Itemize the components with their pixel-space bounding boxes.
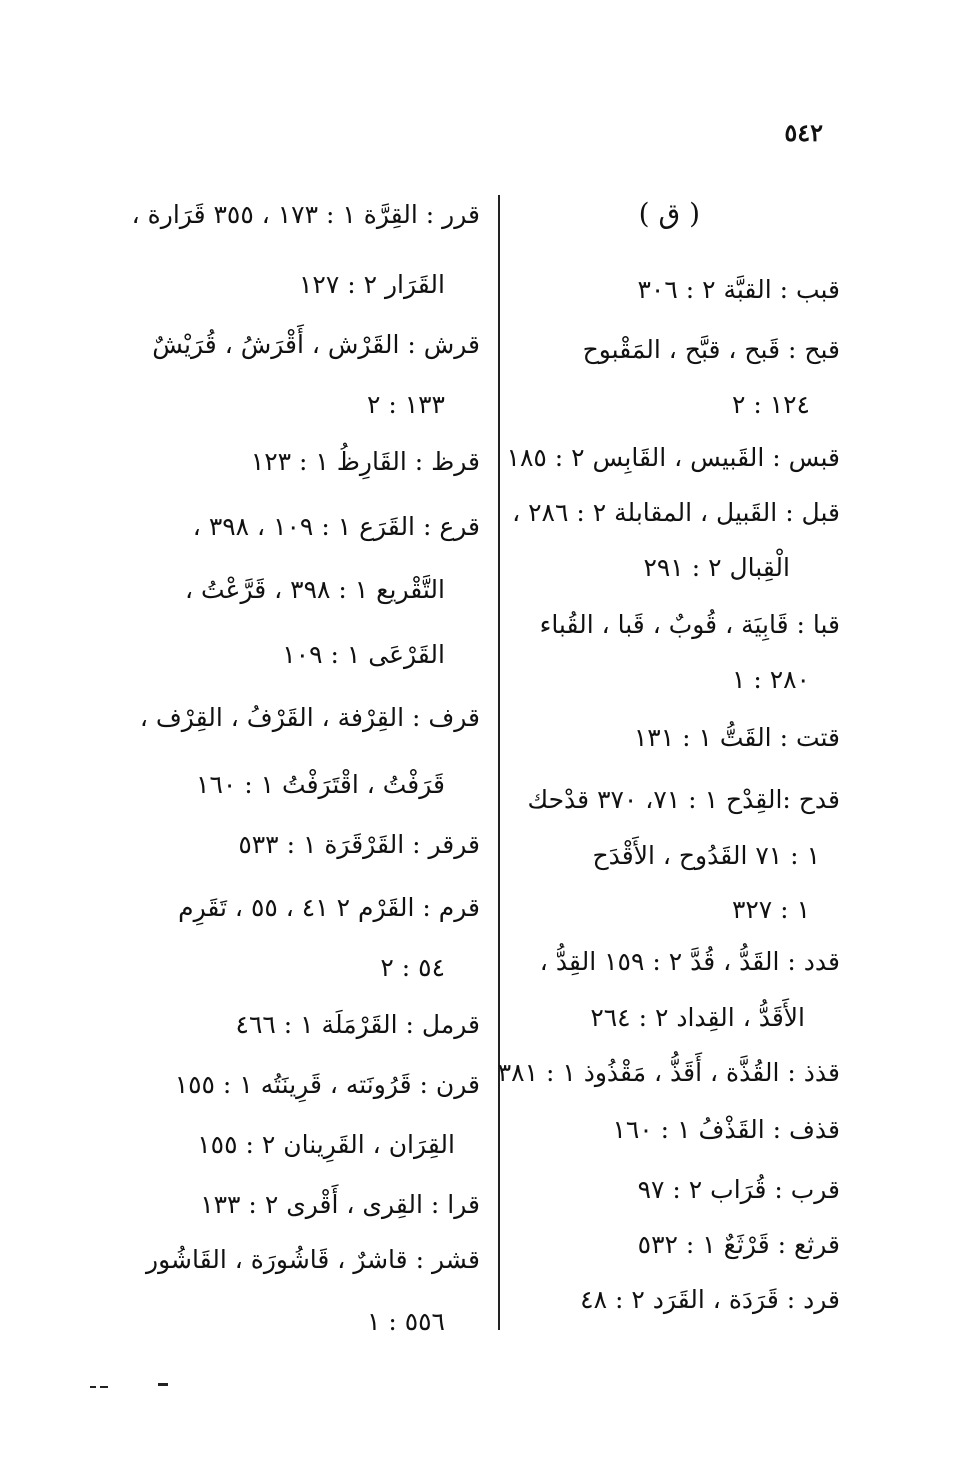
index-entry-continuation: ٥٤ : ٢ [380,953,445,982]
index-entry-continuation: الأَقَدُّ ، القِداد ٢ : ٢٦٤ [590,1003,805,1032]
index-entry: قرد : قَرَدَة ، القَرَد ٢ : ٤٨ [580,1285,840,1314]
page-number: ٥٤٢ [784,118,823,147]
index-entry: قذذ : القُذَّة ، أَقَذُّ ، مَقْذُوذ ١ : ٣٨١ [497,1058,840,1087]
index-entry: قرمل : القَرْمَلَة ١ : ٤٦٦ [235,1010,480,1039]
scan-mark [100,1386,108,1388]
index-entry: قبل : القَبيل ، المقابلة ٢ : ٢٨٦ ، [512,498,840,527]
index-entry-continuation: ١ : ٣٢٧ [731,895,810,924]
index-entry-continuation: ١ : ٧١ القَدُوح ، الأَقْدَح [592,841,820,870]
index-entry: قدح :القِدْح ١ : ٧١، ٣٧٠ قدْحك [527,785,840,814]
scan-mark [158,1383,168,1386]
index-entry: قرن : قَرُونَته ، قَرِينَتُه ١ : ١٥٥ [174,1070,480,1099]
index-entry: قرع : القَرَع ١ : ١٠٩ ، ٣٩٨ ، [192,512,480,541]
index-entry: قتت : القَتُّ ١ : ١٣١ [633,723,840,752]
index-entry-continuation: القِرَان ، القَرِينان ٢ : ١٥٥ [197,1130,455,1159]
index-entry: قدد : القَدُّ ، قُدَّ ٢ : ١٥٩ القِدُّ ، [539,947,840,976]
index-entry-continuation: ١٢٤ : ٢ [731,390,810,419]
section-heading: ( ق ) [638,197,700,230]
column-divider [498,195,500,1330]
index-entry: قرم : القَرْم ٢ ٤١ ، ٥٥ ، تَقَرِم [178,893,480,922]
index-entry: قرش : القَرْش ، أَقْرَشُ ، قُرَيْشٌ [152,330,480,359]
index-entry: قبب : القبَّة ٢ : ٣٠٦ [637,275,840,304]
index-entry: قبس : القَبيس ، القَابِس ٢ : ١٨٥ [506,443,840,472]
index-entry: قرقر : القَرْقَرَة ١ : ٥٣٣ [238,830,480,859]
index-entry: قبا : قَابِيَة ، قُوبٌ ، قَبا ، القُباء [539,610,840,639]
index-entry: قرب : قُرَاب ٢ : ٩٧ [637,1175,840,1204]
index-entry: قرر : القِرَّة ١ : ١٧٣ ، ٣٥٥ قَرَارة ، [131,200,480,229]
index-entry-continuation: القَرَار ٢ : ١٢٧ [298,270,445,299]
index-entry: قرثع : قَرْثَعٌ ١ : ٥٣٢ [637,1230,840,1259]
index-entry: قذف : القَذْفُ ١ : ١٦٠ [612,1115,840,1144]
scan-mark [90,1386,96,1388]
index-entry-continuation: ٢٨٠ : ١ [731,665,810,694]
index-entry-continuation: قَرَفْتُ ، اقْتَرَفْتُ ١ : ١٦٠ [196,770,445,799]
index-entry: قرظ : القَارِظُ ١ : ١٢٣ [250,447,480,476]
index-entry: قشر : قاشرٌ ، قَاشُورَة ، القَاشُور [146,1245,480,1274]
index-entry-continuation: ٥٥٦ : ١ [366,1307,445,1336]
index-entry: قرا : القِرى ، أَقْرى ٢ : ١٣٣ [200,1190,480,1219]
index-entry: قبح : قَبح ، قبَّح ، المَقْبوح [582,335,840,364]
index-entry-continuation: الْقِبال ٢ : ٢٩١ [643,553,790,582]
index-entry-continuation: التَّقْريع ١ : ٣٩٨ ، قَرَّعْتُ ، [184,575,445,604]
index-entry-continuation: القَرْعَى ١ : ١٠٩ [282,640,445,669]
index-entry-continuation: ١٣٣ : ٢ [366,390,445,419]
index-entry: قرف : القِرْفة ، القَرْفُ ، القِرْف ، [139,703,480,732]
